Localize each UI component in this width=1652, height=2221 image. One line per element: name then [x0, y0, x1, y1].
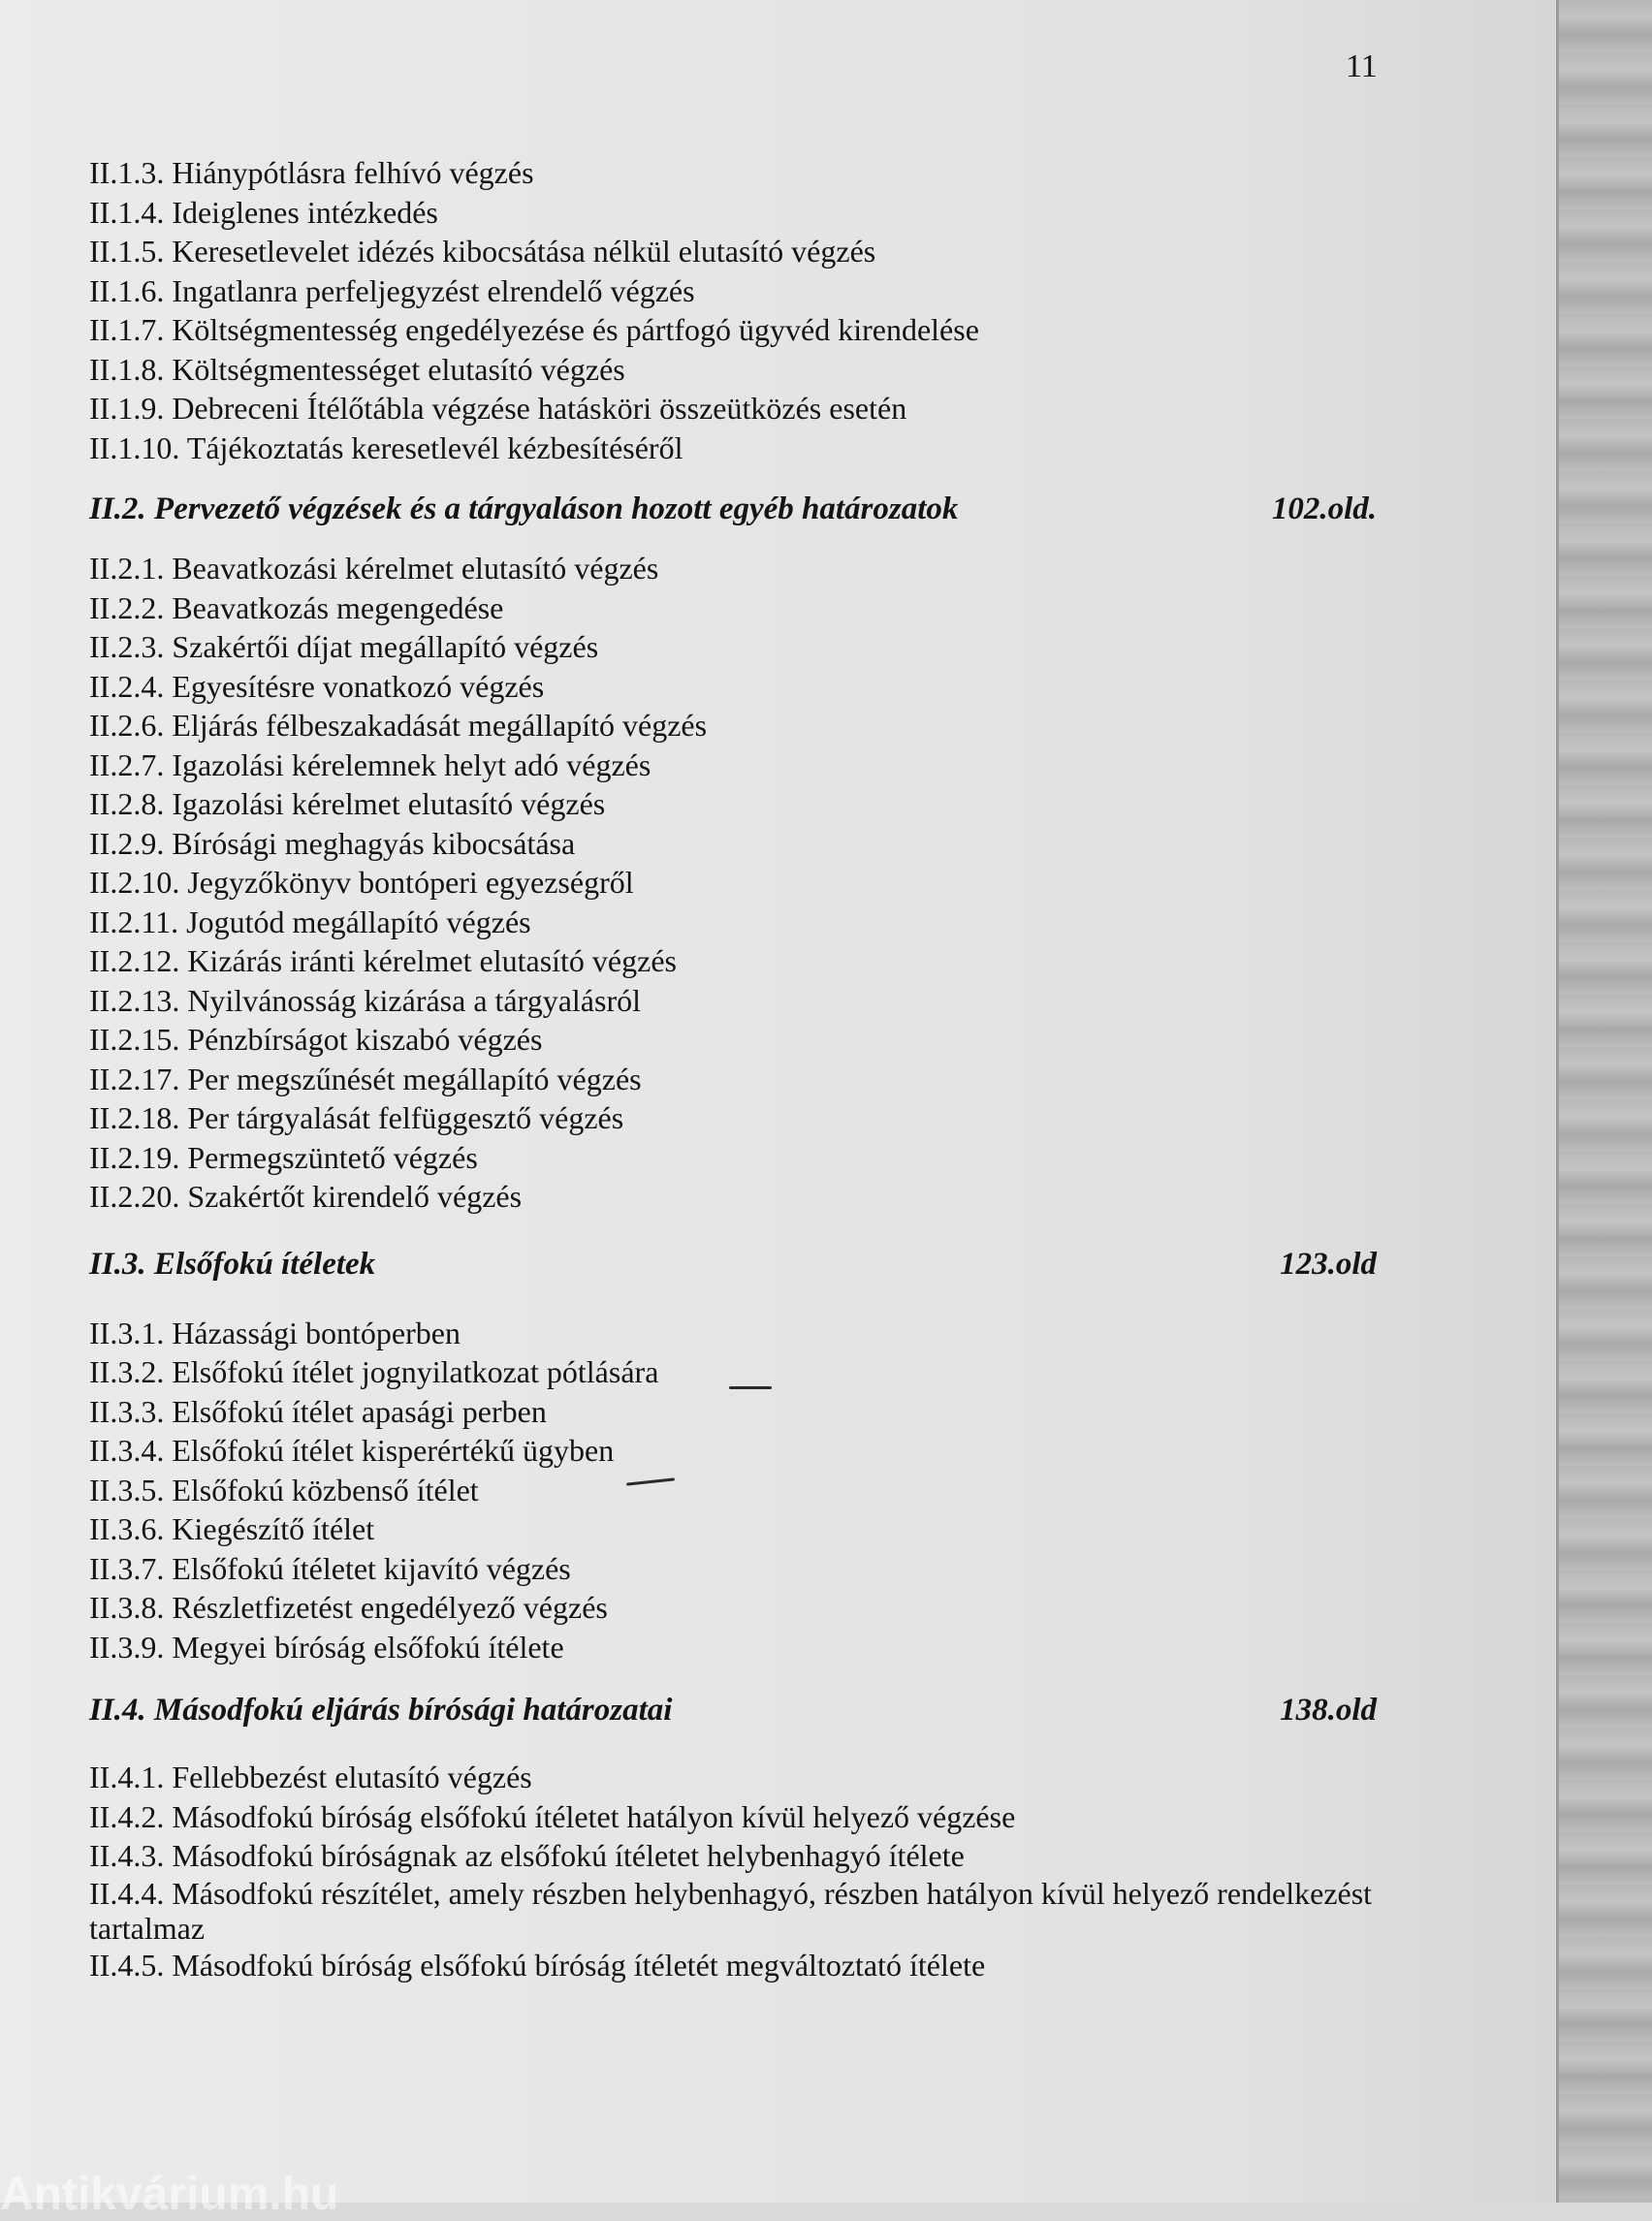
section-heading-elsofoku: [89, 1244, 1377, 1285]
toc-section-4: [89, 1758, 1377, 1984]
toc-entry: II.1.10. Tájékoztatás keresetlevél kézbesítéséről: [89, 429, 683, 465]
toc-entry: II.2.7. Igazolási kérelemnek helyt adó végzés: [89, 746, 651, 782]
toc-entry: II.3.4. Elsőfokú ítélet kisperértékű ügyben: [89, 1433, 615, 1468]
toc-entry: II.4.3. Másodfokú bíróságnak az elsőfokú ítéletet helybenhagyó ítélete: [89, 1838, 965, 1873]
toc-entry: II.1.9. Debreceni Ítélőtábla végzése hatásköri összeütközés esetén: [89, 391, 907, 426]
page-number: 11: [1346, 48, 1378, 84]
toc-entry: II.3.6. Kiegészítő ítélet: [89, 1511, 375, 1546]
section-title: II.3. Elsőfokú ítéletek: [89, 1246, 376, 1282]
toc-entry: II.3.1. Házassági bontóperben: [89, 1315, 461, 1350]
toc-entry: II.2.15. Pénzbírságot kiszabó végzés: [89, 1022, 543, 1057]
toc-entry: II.3.7. Elsőfokú ítéletet kijavító végzés: [89, 1550, 571, 1586]
section-page-ref: 138.old: [1280, 1693, 1377, 1728]
toc-section-1: [89, 153, 1377, 467]
toc-entry: II.2.13. Nyilvánosság kizárása a tárgyalásról: [89, 982, 641, 1018]
section-title: II.2. Pervezető végzések és a tárgyaláson hozott egyéb határozatok: [89, 492, 959, 526]
toc-section-3: [89, 1314, 1377, 1667]
toc-entry: II.3.5. Elsőfokú közbenső ítélet: [89, 1472, 479, 1507]
toc-entry: II.2.12. Kizárás iránti kérelmet elutasító végzés: [89, 943, 677, 978]
toc-entry: II.2.9. Bírósági meghagyás kibocsátása: [89, 825, 576, 861]
section-page-ref: 123.old: [1280, 1246, 1377, 1282]
toc-entry: II.1.3. Hiánypótlásra felhívó végzés: [89, 155, 534, 190]
section-page-ref: 102.old.: [1271, 492, 1377, 526]
toc-entry: II.3.8. Részletfizetést engedélyező végzés: [89, 1590, 608, 1625]
section-title: II.4. Másodfokú eljárás bírósági határozatai: [89, 1693, 673, 1728]
toc-entry: II.3.9. Megyei bíróság elsőfokú ítélete: [89, 1629, 564, 1665]
pen-mark: [729, 1386, 772, 1389]
watermark: Antikvárium.hu: [0, 2169, 339, 2220]
toc-entry: II.1.4. Ideiglenes intézkedés: [89, 194, 438, 230]
toc-entry: II.1.7. Költségmentesség engedélyezése és pártfogó ügyvéd kirendelése: [89, 312, 979, 347]
book-binding: [1556, 0, 1652, 2203]
toc-entry: II.2.4. Egyesítésre vonatkozó végzés: [89, 668, 545, 704]
toc-entry: II.2.2. Beavatkozás megengedése: [89, 589, 504, 625]
toc-entry: II.1.6. Ingatlanra perfeljegyzést elrendelő végzés: [89, 272, 695, 308]
toc-entry: II.2.8. Igazolási kérelmet elutasító végzés: [89, 786, 606, 821]
table-of-contents: [89, 153, 1377, 1984]
toc-entry: II.4.5. Másodfokú bíróság elsőfokú bíróság ítéletét megváltoztató ítélete: [89, 1947, 986, 1983]
toc-entry: II.2.11. Jogutód megállapító végzés: [89, 904, 531, 939]
toc-entry: II.4.2. Másodfokú bíróság elsőfokú ítéletet hatályon kívül helyező végzése: [89, 1798, 1016, 1834]
toc-entry: II.2.18. Per tárgyalását felfüggesztő végzés: [89, 1100, 624, 1135]
toc-entry: II.2.3. Szakértői díjat megállapító végzés: [89, 629, 599, 664]
toc-entry: II.2.1. Beavatkozási kérelmet elutasító végzés: [89, 551, 659, 586]
toc-entry: II.2.6. Eljárás félbeszakadását megállapító végzés: [89, 708, 708, 743]
toc-entry: II.4.1. Fellebbezést elutasító végzés: [89, 1760, 532, 1794]
toc-entry: II.2.20. Szakértőt kirendelő végzés: [89, 1179, 523, 1214]
toc-entry: II.3.3. Elsőfokú ítélet apasági perben: [89, 1393, 547, 1429]
toc-entry: II.2.19. Permegszüntető végzés: [89, 1139, 478, 1175]
toc-entry: II.2.17. Per megszűnését megállapító végzés: [89, 1061, 642, 1096]
toc-entry: II.4.4. Másodfokú részítélet, amely részben helybenhagyó, részben hatályon kívül helyező rendelkezést tartalmaz: [89, 1875, 1373, 1946]
toc-entry: II.3.2. Elsőfokú ítélet jognyilatkozat pótlására: [89, 1354, 659, 1389]
toc-entry: II.1.8. Költségmentességet elutasító végzés: [89, 351, 625, 387]
toc-entry: II.2.10. Jegyzőkönyv bontóperi egyezségről: [89, 865, 634, 900]
toc-section-2: [89, 549, 1377, 1217]
toc-entry: II.1.5. Keresetlevelet idézés kibocsátása nélkül elutasító végzés: [89, 234, 876, 269]
section-heading-pervezeto: [89, 489, 1377, 529]
section-heading-masodfoku: [89, 1690, 1377, 1730]
